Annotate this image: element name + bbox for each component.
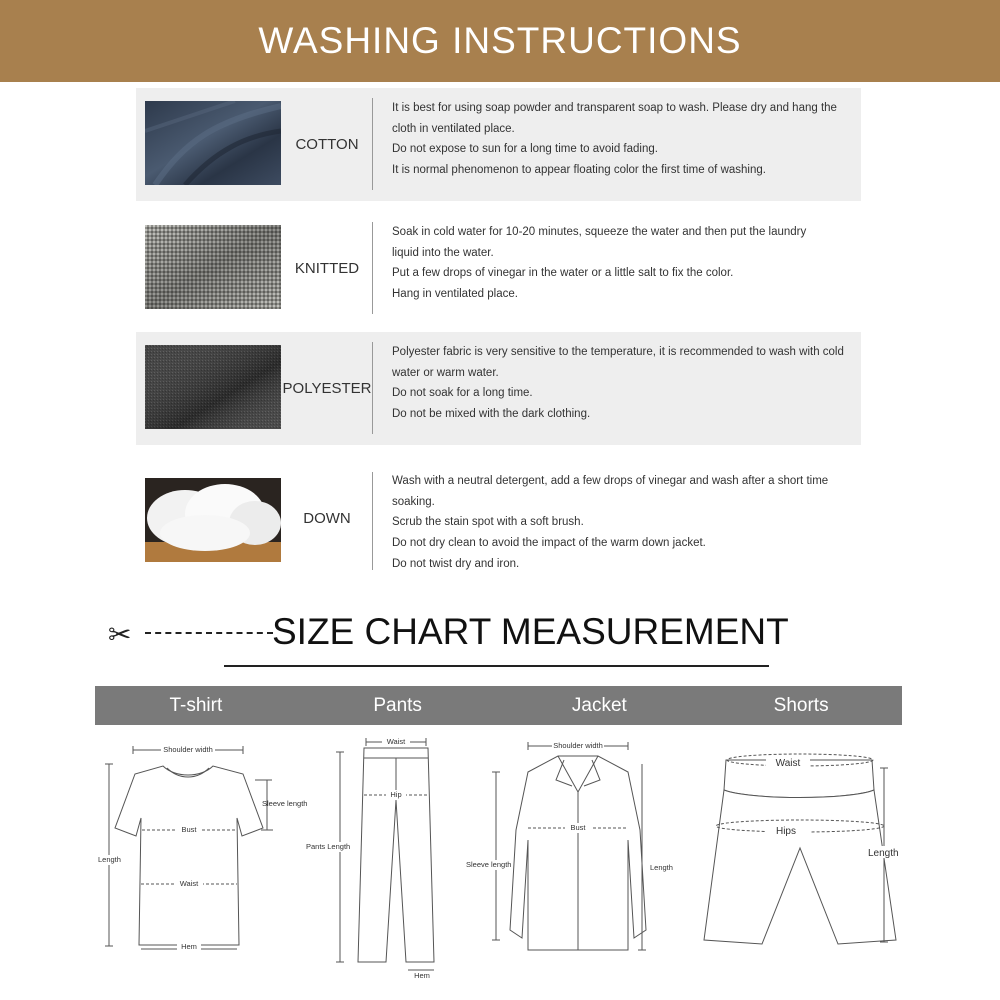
description-line: liquid into the water. xyxy=(392,246,494,259)
garment-tab-pants: Pants xyxy=(373,694,422,716)
jacket-shoulder-label: Shoulder width xyxy=(553,741,603,750)
jacket-outline xyxy=(460,730,690,1000)
jacket-length-label: Length xyxy=(650,863,673,872)
garment-tab-jacket: Jacket xyxy=(571,694,627,716)
row-divider xyxy=(372,222,373,314)
fabric-row-knitted xyxy=(136,212,861,325)
cotton-description xyxy=(392,98,860,181)
knitted-swatch-image xyxy=(145,225,281,309)
fabric-label-polyester: POLYESTER xyxy=(282,380,372,397)
pants-hem-label: Hem xyxy=(414,971,430,980)
description-line: Polyester fabric is very sensitive to the temperature, it is recommended to wash with cold xyxy=(392,346,844,358)
shorts-length-label: Length xyxy=(868,848,899,859)
down-description xyxy=(392,471,860,575)
pants-length-label: Pants Length xyxy=(306,842,351,851)
description-line: cloth in ventilated place. xyxy=(392,122,515,135)
tshirt-hem-label: Hem xyxy=(181,942,197,951)
dashed-cut-line xyxy=(145,632,273,634)
garment-tab-tshirt: T-shirt xyxy=(169,694,223,716)
tshirt-waist-label: Waist xyxy=(179,879,199,888)
fabric-row-down xyxy=(136,456,861,582)
tshirt-length-label: Length xyxy=(98,855,121,864)
fabric-row-cotton xyxy=(136,88,861,201)
jacket-diagram xyxy=(460,730,690,1000)
description-line: Hang in ventilated place. xyxy=(392,288,518,301)
fabric-label-down: DOWN xyxy=(303,510,351,527)
row-divider xyxy=(372,342,373,434)
tshirt-outline xyxy=(95,730,315,1000)
size-chart-title: SIZE CHART MEASUREMENT xyxy=(272,611,789,652)
pants-waist-label: Waist xyxy=(386,737,406,746)
shorts-hips-label: Hips xyxy=(775,826,797,837)
description-line: Do not dry clean to avoid the impact of the warm down jacket. xyxy=(392,537,706,550)
tshirt-diagram xyxy=(95,730,315,1000)
pants-diagram xyxy=(300,730,460,1000)
pants-outline xyxy=(300,730,460,1000)
scissors-icon: ✂ xyxy=(108,618,132,651)
down-feather-image xyxy=(145,478,281,562)
tshirt-bust-label: Bust xyxy=(181,825,197,834)
jacket-sleeve-label: Sleeve length xyxy=(466,860,512,869)
description-line: Do not be mixed with the dark clothing. xyxy=(392,408,591,421)
fabric-label-cotton: COTTON xyxy=(295,136,359,153)
description-line: water or warm water. xyxy=(392,366,499,379)
shorts-waist-label: Waist xyxy=(775,758,801,769)
size-chart-underline xyxy=(224,665,769,667)
washing-instructions-banner xyxy=(0,0,1000,82)
pants-hip-label: Hip xyxy=(390,790,402,799)
description-line: Do not soak for a long time. xyxy=(392,387,533,400)
polyester-swatch-image xyxy=(145,345,281,429)
tshirt-sleeve-label: Sleeve length xyxy=(262,799,308,808)
size-chart-heading xyxy=(0,606,1000,666)
banner-title: WASHING INSTRUCTIONS xyxy=(258,20,742,61)
row-divider xyxy=(372,472,373,570)
shorts-outline xyxy=(690,730,920,1000)
knitted-description xyxy=(392,222,860,305)
description-line: Scrub the stain spot with a soft brush. xyxy=(392,516,584,529)
description-line: Put a few drops of vinegar in the water or a little salt to fix the color. xyxy=(392,267,734,280)
row-divider xyxy=(372,98,373,190)
description-line: It is normal phenomenon to appear floating color the first time of washing. xyxy=(392,164,766,177)
description-line: Wash with a neutral detergent, add a few drops of vinegar and wash after a short time xyxy=(392,475,829,487)
description-line: Do not twist dry and iron. xyxy=(392,557,520,570)
fabric-label-knitted: KNITTED xyxy=(294,260,360,277)
shorts-diagram xyxy=(690,730,920,1000)
polyester-description xyxy=(392,342,860,425)
jacket-bust-label: Bust xyxy=(570,823,586,832)
description-line: Soak in cold water for 10-20 minutes, squeeze the water and then put the laundry xyxy=(392,226,807,238)
description-line: Do not expose to sun for a long time to avoid fading. xyxy=(392,143,658,156)
garment-header-bar xyxy=(95,686,902,725)
description-line: soaking. xyxy=(392,495,435,508)
fabric-row-polyester xyxy=(136,332,861,445)
description-line: It is best for using soap powder and transparent soap to wash. Please dry and hang the xyxy=(392,102,837,114)
garment-tab-shorts: Shorts xyxy=(773,694,829,716)
cotton-swatch-image xyxy=(145,101,281,185)
tshirt-shoulder-label: Shoulder width xyxy=(163,745,213,754)
